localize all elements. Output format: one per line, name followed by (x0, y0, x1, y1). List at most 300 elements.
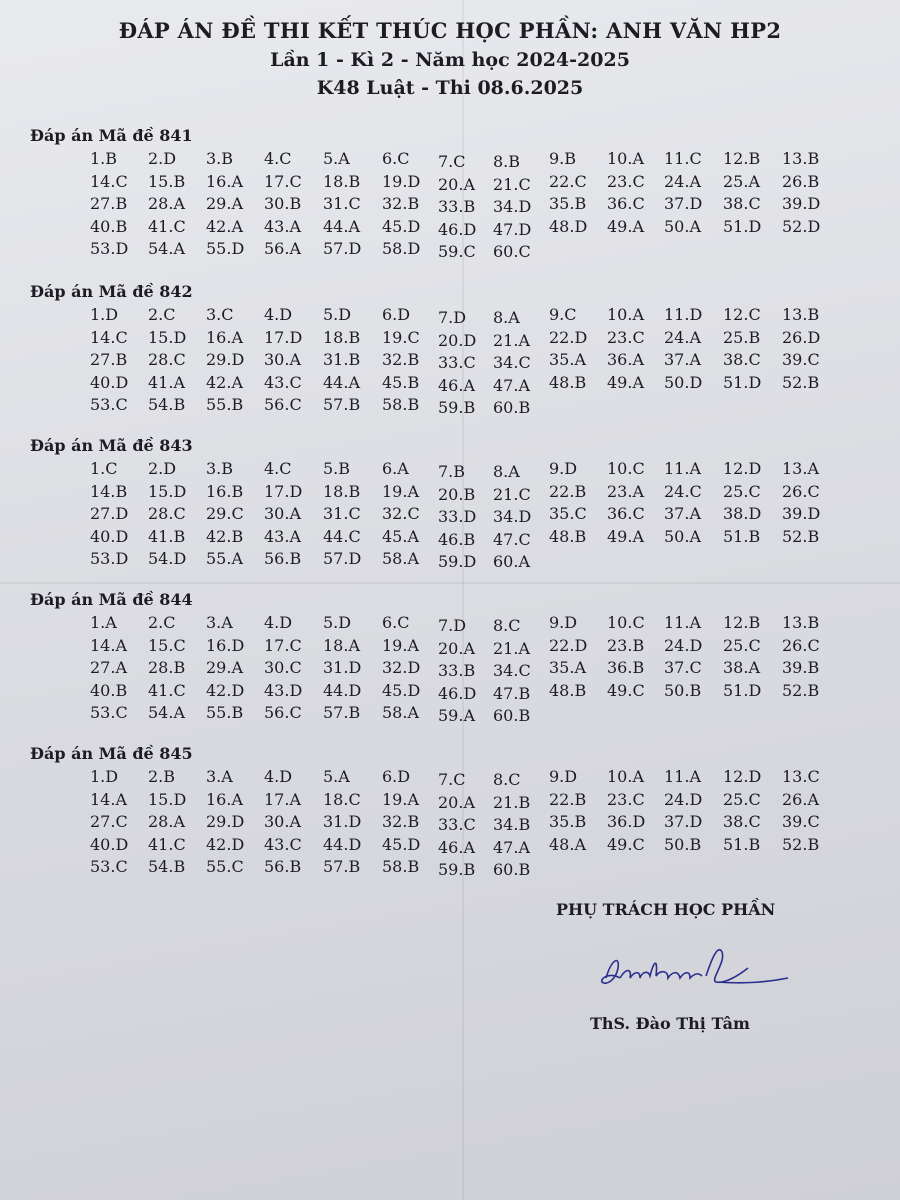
answer-item: 49.C (607, 834, 645, 854)
answer-item: 44.A (323, 216, 360, 236)
answer-item: 55.C (206, 857, 244, 876)
answer-item: 30.B (264, 194, 302, 213)
answer-item: 29.A (206, 194, 243, 213)
answer-item: 43.A (264, 526, 301, 546)
answer-item: 44.A (323, 372, 360, 392)
answer-item: 2.D (148, 149, 177, 168)
answer-item: 18.C (323, 789, 361, 809)
answer-item: 8.C (493, 770, 521, 789)
answer-item: 41.C (148, 680, 186, 700)
answer-item: 10.A (607, 305, 644, 324)
answer-item: 24.A (664, 171, 701, 191)
answer-item: 11.A (664, 767, 701, 786)
answer-item: 50.A (664, 216, 701, 236)
answer-item: 58.B (382, 857, 420, 876)
answer-item: 32.B (382, 812, 420, 831)
answer-item: 55.B (206, 703, 244, 722)
answer-item: 11.C (664, 149, 702, 168)
answer-item: 32.B (382, 350, 420, 369)
answer-item: 35.B (549, 812, 587, 831)
answer-item: 34.C (493, 661, 531, 680)
answer-item: 26.B (782, 171, 820, 191)
signature (598, 938, 798, 1012)
answer-item: 55.A (206, 549, 243, 568)
answer-item: 25.C (723, 481, 761, 501)
answer-item: 45.A (382, 526, 419, 546)
answer-item: 58.A (382, 549, 419, 568)
answer-grid (30, 459, 880, 579)
answer-item: 29.D (206, 812, 245, 831)
answer-item: 14.B (90, 481, 128, 501)
answer-item: 25.C (723, 635, 761, 655)
answer-item: 24.A (664, 327, 701, 347)
answer-item: 23.C (607, 327, 645, 347)
section-title: Đáp án Mã đề 842 (30, 282, 193, 301)
answer-item: 36.D (607, 812, 646, 831)
answer-item: 18.B (323, 171, 361, 191)
answer-item: 27.D (90, 504, 129, 523)
answer-item: 27.B (90, 350, 128, 369)
answer-item: 47.C (493, 529, 531, 549)
answer-item: 31.D (323, 658, 362, 677)
answer-item: 38.D (723, 504, 762, 523)
answer-item: 16.B (206, 481, 244, 501)
answer-item: 16.A (206, 327, 243, 347)
paper-fold-horizontal (0, 582, 900, 584)
answer-item: 10.A (607, 767, 644, 786)
answer-item: 50.A (664, 526, 701, 546)
answer-item: 19.C (382, 327, 420, 347)
answer-item: 42.A (206, 216, 243, 236)
answer-item: 22.D (549, 635, 588, 655)
answer-item: 51.B (723, 526, 761, 546)
answer-item: 3.B (206, 149, 234, 168)
answer-item: 43.C (264, 372, 302, 392)
answer-item: 5.B (323, 459, 351, 478)
answer-item: 54.B (148, 395, 186, 414)
answer-item: 2.B (148, 767, 176, 786)
answer-item: 30.C (264, 658, 302, 677)
answer-item: 13.C (782, 767, 820, 786)
answer-item: 26.D (782, 327, 821, 347)
answer-item: 1.D (90, 305, 119, 324)
answer-item: 32.C (382, 504, 420, 523)
answer-item: 17.D (264, 481, 303, 501)
answer-item: 21.B (493, 792, 531, 812)
answer-item: 45.D (382, 680, 421, 700)
answer-item: 43.D (264, 680, 303, 700)
answer-item: 50.D (664, 372, 703, 392)
answer-item: 56.C (264, 395, 302, 414)
answer-section-843 (30, 436, 880, 579)
answer-item: 37.A (664, 504, 701, 523)
answer-item: 25.C (723, 789, 761, 809)
answer-item: 7.C (438, 770, 466, 789)
answer-item: 28.B (148, 658, 186, 677)
answer-item: 37.D (664, 194, 703, 213)
answer-section-845 (30, 744, 880, 887)
answer-item: 37.D (664, 812, 703, 831)
answer-item: 3.C (206, 305, 234, 324)
answer-item: 60.C (493, 242, 531, 261)
answer-item: 51.D (723, 372, 762, 392)
answer-item: 56.C (264, 703, 302, 722)
answer-item: 45.D (382, 216, 421, 236)
document-title: ĐÁP ÁN ĐỀ THI KẾT THÚC HỌC PHẦN: ANH VĂN HP2 (118, 18, 782, 43)
answer-item: 18.B (323, 481, 361, 501)
answer-item: 12.B (723, 613, 761, 632)
answer-item: 33.C (438, 353, 476, 372)
answer-item: 59.A (438, 706, 475, 725)
answer-item: 29.A (206, 658, 243, 677)
answer-item: 28.C (148, 504, 186, 523)
answer-item: 28.C (148, 350, 186, 369)
answer-item: 21.A (493, 330, 530, 350)
answer-item: 40.D (90, 834, 129, 854)
answer-item: 1.A (90, 613, 117, 632)
answer-item: 59.B (438, 860, 476, 879)
answer-item: 58.D (382, 239, 421, 258)
answer-item: 9.D (549, 459, 578, 478)
answer-item: 7.B (438, 462, 466, 481)
answer-item: 2.D (148, 459, 177, 478)
answer-item: 31.C (323, 504, 361, 523)
answer-item: 21.C (493, 174, 531, 194)
answer-item: 30.A (264, 350, 301, 369)
answer-item: 19.A (382, 635, 419, 655)
answer-item: 44.D (323, 834, 362, 854)
answer-item: 22.D (549, 327, 588, 347)
answer-item: 46.B (438, 529, 476, 549)
answer-item: 34.B (493, 815, 531, 834)
answer-item: 8.C (493, 616, 521, 635)
answer-item: 42.B (206, 526, 244, 546)
answer-item: 36.A (607, 350, 644, 369)
document-header (0, 18, 900, 99)
answer-item: 26.C (782, 481, 820, 501)
section-title: Đáp án Mã đề 845 (30, 744, 193, 763)
answer-item: 31.B (323, 350, 361, 369)
answer-item: 38.C (723, 350, 761, 369)
answer-item: 33.B (438, 661, 476, 680)
answer-item: 57.B (323, 703, 361, 722)
answer-item: 55.D (206, 239, 245, 258)
signer-role: PHỤ TRÁCH HỌC PHẦN (556, 900, 776, 919)
answer-item: 57.B (323, 857, 361, 876)
answer-item: 42.A (206, 372, 243, 392)
answer-item: 12.C (723, 305, 761, 324)
answer-item: 44.C (323, 526, 361, 546)
answer-item: 48.B (549, 526, 587, 546)
answer-item: 9.D (549, 613, 578, 632)
answer-item: 6.C (382, 613, 410, 632)
answer-item: 22.B (549, 789, 587, 809)
answer-item: 37.A (664, 350, 701, 369)
answer-item: 43.A (264, 216, 301, 236)
answer-item: 27.C (90, 812, 128, 831)
answer-item: 20.A (438, 792, 475, 812)
answer-item: 7.C (438, 152, 466, 171)
answer-item: 7.D (438, 308, 467, 327)
answer-item: 47.A (493, 837, 530, 857)
answer-grid (30, 305, 880, 425)
answer-item: 23.B (607, 635, 645, 655)
answer-item: 36.B (607, 658, 645, 677)
answer-item: 27.B (90, 194, 128, 213)
answer-item: 57.D (323, 239, 362, 258)
answer-item: 17.C (264, 635, 302, 655)
answer-item: 22.B (549, 481, 587, 501)
answer-item: 30.A (264, 504, 301, 523)
answer-item: 32.B (382, 194, 420, 213)
answer-item: 59.C (438, 242, 476, 261)
answer-item: 12.B (723, 149, 761, 168)
answer-item: 45.D (382, 834, 421, 854)
answer-grid (30, 613, 880, 733)
answer-item: 6.D (382, 305, 411, 324)
answer-item: 20.B (438, 484, 476, 504)
section-title: Đáp án Mã đề 844 (30, 590, 193, 609)
answer-item: 56.B (264, 549, 302, 568)
answer-grid (30, 767, 880, 887)
answer-item: 26.A (782, 789, 819, 809)
answer-item: 4.D (264, 767, 293, 786)
answer-item: 1.D (90, 767, 119, 786)
answer-item: 4.D (264, 613, 293, 632)
answer-item: 13.B (782, 149, 820, 168)
answer-item: 58.A (382, 703, 419, 722)
answer-item: 12.D (723, 459, 762, 478)
answer-item: 16.A (206, 171, 243, 191)
answer-item: 13.B (782, 613, 820, 632)
answer-item: 40.B (90, 680, 128, 700)
answer-item: 8.A (493, 462, 520, 481)
answer-item: 33.D (438, 507, 477, 526)
answer-item: 2.C (148, 305, 176, 324)
answer-item: 6.D (382, 767, 411, 786)
answer-item: 52.B (782, 372, 820, 392)
answer-item: 28.A (148, 194, 185, 213)
answer-section-844 (30, 590, 880, 733)
answer-item: 5.D (323, 305, 352, 324)
answer-item: 17.A (264, 789, 301, 809)
answer-item: 4.C (264, 149, 292, 168)
answer-item: 8.A (493, 308, 520, 327)
answer-item: 3.A (206, 613, 233, 632)
answer-item: 57.D (323, 549, 362, 568)
answer-item: 39.C (782, 812, 820, 831)
answer-item: 25.B (723, 327, 761, 347)
answer-item: 18.A (323, 635, 360, 655)
answer-item: 54.A (148, 703, 185, 722)
answer-item: 39.C (782, 350, 820, 369)
answer-item: 59.B (438, 398, 476, 417)
answer-item: 15.B (148, 171, 186, 191)
answer-item: 20.A (438, 638, 475, 658)
answer-item: 5.A (323, 149, 350, 168)
answer-item: 40.B (90, 216, 128, 236)
answer-item: 13.B (782, 305, 820, 324)
answer-item: 27.A (90, 658, 127, 677)
answer-item: 49.A (607, 372, 644, 392)
answer-item: 52.B (782, 526, 820, 546)
answer-item: 43.C (264, 834, 302, 854)
answer-item: 41.C (148, 834, 186, 854)
answer-item: 60.A (493, 552, 530, 571)
answer-item: 46.A (438, 375, 475, 395)
answer-item: 48.B (549, 372, 587, 392)
answer-item: 52.D (782, 216, 821, 236)
answer-item: 45.B (382, 372, 420, 392)
answer-item: 9.B (549, 149, 577, 168)
answer-item: 53.C (90, 395, 128, 414)
answer-item: 17.C (264, 171, 302, 191)
answer-item: 5.D (323, 613, 352, 632)
answer-item: 1.B (90, 149, 118, 168)
answer-item: 55.B (206, 395, 244, 414)
answer-item: 60.B (493, 398, 531, 417)
answer-item: 30.A (264, 812, 301, 831)
answer-item: 53.D (90, 239, 129, 258)
answer-item: 10.A (607, 149, 644, 168)
answer-item: 53.C (90, 703, 128, 722)
answer-item: 47.B (493, 683, 531, 703)
answer-item: 33.C (438, 815, 476, 834)
answer-item: 29.D (206, 350, 245, 369)
answer-item: 48.A (549, 834, 586, 854)
answer-item: 33.B (438, 197, 476, 216)
exam-class-date: K48 Luật - Thi 08.6.2025 (316, 77, 584, 99)
answer-item: 46.D (438, 219, 477, 239)
answer-item: 42.D (206, 680, 245, 700)
answer-item: 53.D (90, 549, 129, 568)
answer-item: 40.D (90, 372, 129, 392)
answer-item: 28.A (148, 812, 185, 831)
answer-item: 54.D (148, 549, 187, 568)
answer-item: 24.D (664, 789, 703, 809)
answer-item: 9.C (549, 305, 577, 324)
answer-item: 39.D (782, 504, 821, 523)
answer-item: 10.C (607, 613, 645, 632)
answer-item: 56.A (264, 239, 301, 258)
answer-item: 49.C (607, 680, 645, 700)
answer-item: 15.D (148, 789, 187, 809)
answer-item: 14.C (90, 171, 128, 191)
answer-item: 46.D (438, 683, 477, 703)
answer-item: 11.A (664, 613, 701, 632)
section-title: Đáp án Mã đề 841 (30, 126, 193, 145)
answer-item: 2.C (148, 613, 176, 632)
answer-item: 14.A (90, 635, 127, 655)
answer-item: 8.B (493, 152, 521, 171)
answer-item: 38.C (723, 812, 761, 831)
signer-name: ThS. Đào Thị Tâm (590, 1014, 750, 1033)
answer-item: 18.B (323, 327, 361, 347)
answer-item: 39.D (782, 194, 821, 213)
answer-item: 22.C (549, 171, 587, 191)
answer-item: 51.D (723, 216, 762, 236)
answer-item: 15.C (148, 635, 186, 655)
answer-item: 47.A (493, 375, 530, 395)
answer-item: 35.C (549, 504, 587, 523)
answer-item: 16.D (206, 635, 245, 655)
answer-item: 15.D (148, 327, 187, 347)
answer-item: 4.D (264, 305, 293, 324)
answer-item: 13.A (782, 459, 819, 478)
answer-item: 44.D (323, 680, 362, 700)
answer-item: 53.C (90, 857, 128, 876)
answer-item: 52.B (782, 834, 820, 854)
answer-item: 10.C (607, 459, 645, 478)
answer-item: 50.B (664, 680, 702, 700)
answer-section-841 (30, 126, 880, 269)
answer-item: 37.C (664, 658, 702, 677)
answer-item: 21.A (493, 638, 530, 658)
answer-item: 9.D (549, 767, 578, 786)
answer-item: 34.C (493, 353, 531, 372)
answer-item: 23.A (607, 481, 644, 501)
answer-item: 58.B (382, 395, 420, 414)
answer-item: 60.B (493, 706, 531, 725)
answer-item: 42.D (206, 834, 245, 854)
answer-item: 17.D (264, 327, 303, 347)
answer-item: 46.A (438, 837, 475, 857)
answer-item: 36.C (607, 504, 645, 523)
answer-item: 49.A (607, 526, 644, 546)
answer-item: 3.A (206, 767, 233, 786)
answer-item: 20.A (438, 174, 475, 194)
answer-item: 15.D (148, 481, 187, 501)
answer-item: 20.D (438, 330, 477, 350)
answer-item: 11.D (664, 305, 703, 324)
answer-item: 29.C (206, 504, 244, 523)
answer-item: 38.A (723, 658, 760, 677)
answer-section-842 (30, 282, 880, 425)
answer-item: 7.D (438, 616, 467, 635)
answer-item: 34.D (493, 507, 532, 526)
section-title: Đáp án Mã đề 843 (30, 436, 193, 455)
answer-item: 56.B (264, 857, 302, 876)
answer-item: 35.B (549, 194, 587, 213)
answer-item: 35.A (549, 658, 586, 677)
answer-item: 35.A (549, 350, 586, 369)
answer-item: 19.D (382, 171, 421, 191)
answer-item: 23.C (607, 789, 645, 809)
answer-item: 51.D (723, 680, 762, 700)
answer-item: 1.C (90, 459, 118, 478)
answer-item: 52.B (782, 680, 820, 700)
answer-item: 26.C (782, 635, 820, 655)
answer-item: 19.A (382, 789, 419, 809)
answer-item: 23.C (607, 171, 645, 191)
answer-item: 31.C (323, 194, 361, 213)
answer-item: 54.A (148, 239, 185, 258)
answer-item: 14.C (90, 327, 128, 347)
answer-item: 6.A (382, 459, 409, 478)
answer-item: 49.A (607, 216, 644, 236)
answer-item: 48.D (549, 216, 588, 236)
answer-item: 40.D (90, 526, 129, 546)
answer-item: 6.C (382, 149, 410, 168)
answer-item: 50.B (664, 834, 702, 854)
answer-item: 11.A (664, 459, 701, 478)
answer-item: 39.B (782, 658, 820, 677)
answer-item: 16.A (206, 789, 243, 809)
answer-item: 3.B (206, 459, 234, 478)
answer-item: 41.B (148, 526, 186, 546)
answer-item: 41.C (148, 216, 186, 236)
exam-session: Lần 1 - Kì 2 - Năm học 2024-2025 (270, 49, 630, 71)
